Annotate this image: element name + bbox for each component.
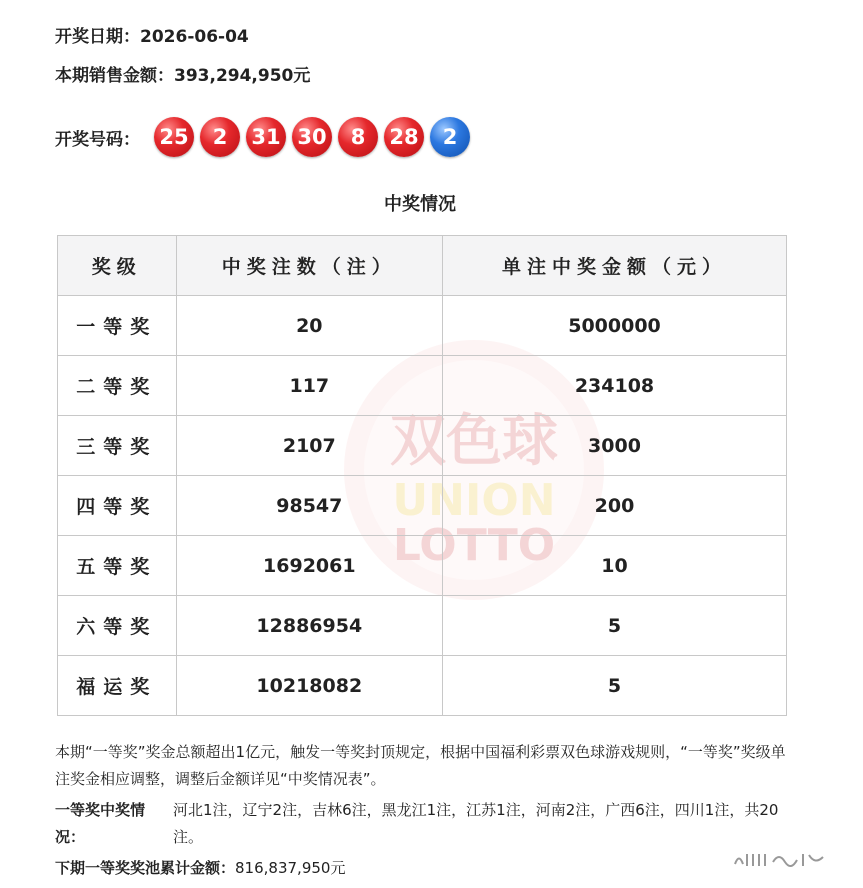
prize-table-header [58, 236, 787, 296]
jackpot-pool [55, 857, 345, 878]
winner-count: 10218082 [176, 656, 442, 716]
winning-numbers [55, 116, 476, 158]
prize-amount: 5000000 [442, 296, 786, 356]
table-row [58, 356, 787, 416]
draw-date [55, 22, 249, 47]
red-ball-5: 8 [338, 117, 378, 157]
prize-amount: 200 [442, 476, 786, 536]
prize-level: 四等奖 [58, 476, 177, 536]
winner-count: 1692061 [176, 536, 442, 596]
red-ball-4: 30 [292, 117, 332, 157]
prize-level: 五等奖 [58, 536, 177, 596]
column-header-level: 奖级 [58, 236, 177, 296]
table-row [58, 296, 787, 356]
prize-amount: 10 [442, 536, 786, 596]
prize-level: 六等奖 [58, 596, 177, 656]
first-prize-distribution-label: 一等奖中奖情况： [55, 801, 146, 846]
table-row [58, 476, 787, 536]
table-row [58, 656, 787, 716]
author-signature-scribble-icon [733, 849, 833, 875]
table-row [58, 416, 787, 476]
cap-rule-note: 本期“一等奖”奖金总额超出1亿元，触发一等奖封顶规定，根据中国福利彩票双色球游戏规则，“一等奖”奖级单注奖金相应调整，调整后金额详见“中奖情况表”。 [55, 743, 786, 788]
scribble-icon [733, 849, 833, 871]
blue-ball: 2 [430, 117, 470, 157]
prize-level: 三等奖 [58, 416, 177, 476]
winner-count: 98547 [176, 476, 442, 536]
winner-count: 117 [176, 356, 442, 416]
sales-amount-label: 本期销售金额： [55, 66, 174, 86]
winner-count: 12886954 [176, 596, 442, 656]
sales-amount-value: 393,294,950元 [174, 66, 311, 86]
winner-count: 20 [176, 296, 442, 356]
prize-level: 一等奖 [58, 296, 177, 356]
winner-count: 2107 [176, 416, 442, 476]
red-ball-2: 2 [200, 117, 240, 157]
prize-level: 福运奖 [58, 656, 177, 716]
prize-table-container [57, 235, 787, 716]
red-ball-1: 25 [154, 117, 194, 157]
jackpot-pool-value: 816,837,950元 [235, 859, 346, 877]
first-prize-distribution [55, 797, 795, 851]
prize-section-title: 中奖情况 [384, 194, 456, 215]
red-ball-6: 28 [384, 117, 424, 157]
draw-date-value: 2026-06-04 [140, 27, 249, 47]
prize-table [57, 235, 787, 716]
column-header-amount: 单注中奖金额（元） [442, 236, 786, 296]
watermark-union: UNION [392, 475, 556, 526]
jackpot-pool-label: 下期一等奖奖池累计金额： [55, 859, 236, 877]
winning-numbers-label: 开奖号码： [55, 129, 140, 150]
prize-amount: 5 [442, 656, 786, 716]
sales-amount [55, 61, 310, 86]
prize-level: 二等奖 [58, 356, 177, 416]
prize-amount: 5 [442, 596, 786, 656]
prize-amount: 234108 [442, 356, 786, 416]
prize-amount: 3000 [442, 416, 786, 476]
draw-date-label: 开奖日期： [55, 27, 140, 47]
red-ball-3: 31 [246, 117, 286, 157]
table-row [58, 596, 787, 656]
watermark-lotto: LOTTO [392, 520, 556, 571]
table-row [58, 536, 787, 596]
first-prize-distribution-value: 河北1注，辽宁2注，吉林6注，黑龙江1注，江苏1注，河南2注，广西6注，四川1注，共20注。 [173, 801, 779, 846]
watermark-title: 双色球 [390, 409, 558, 474]
column-header-count: 中奖注数（注） [176, 236, 442, 296]
